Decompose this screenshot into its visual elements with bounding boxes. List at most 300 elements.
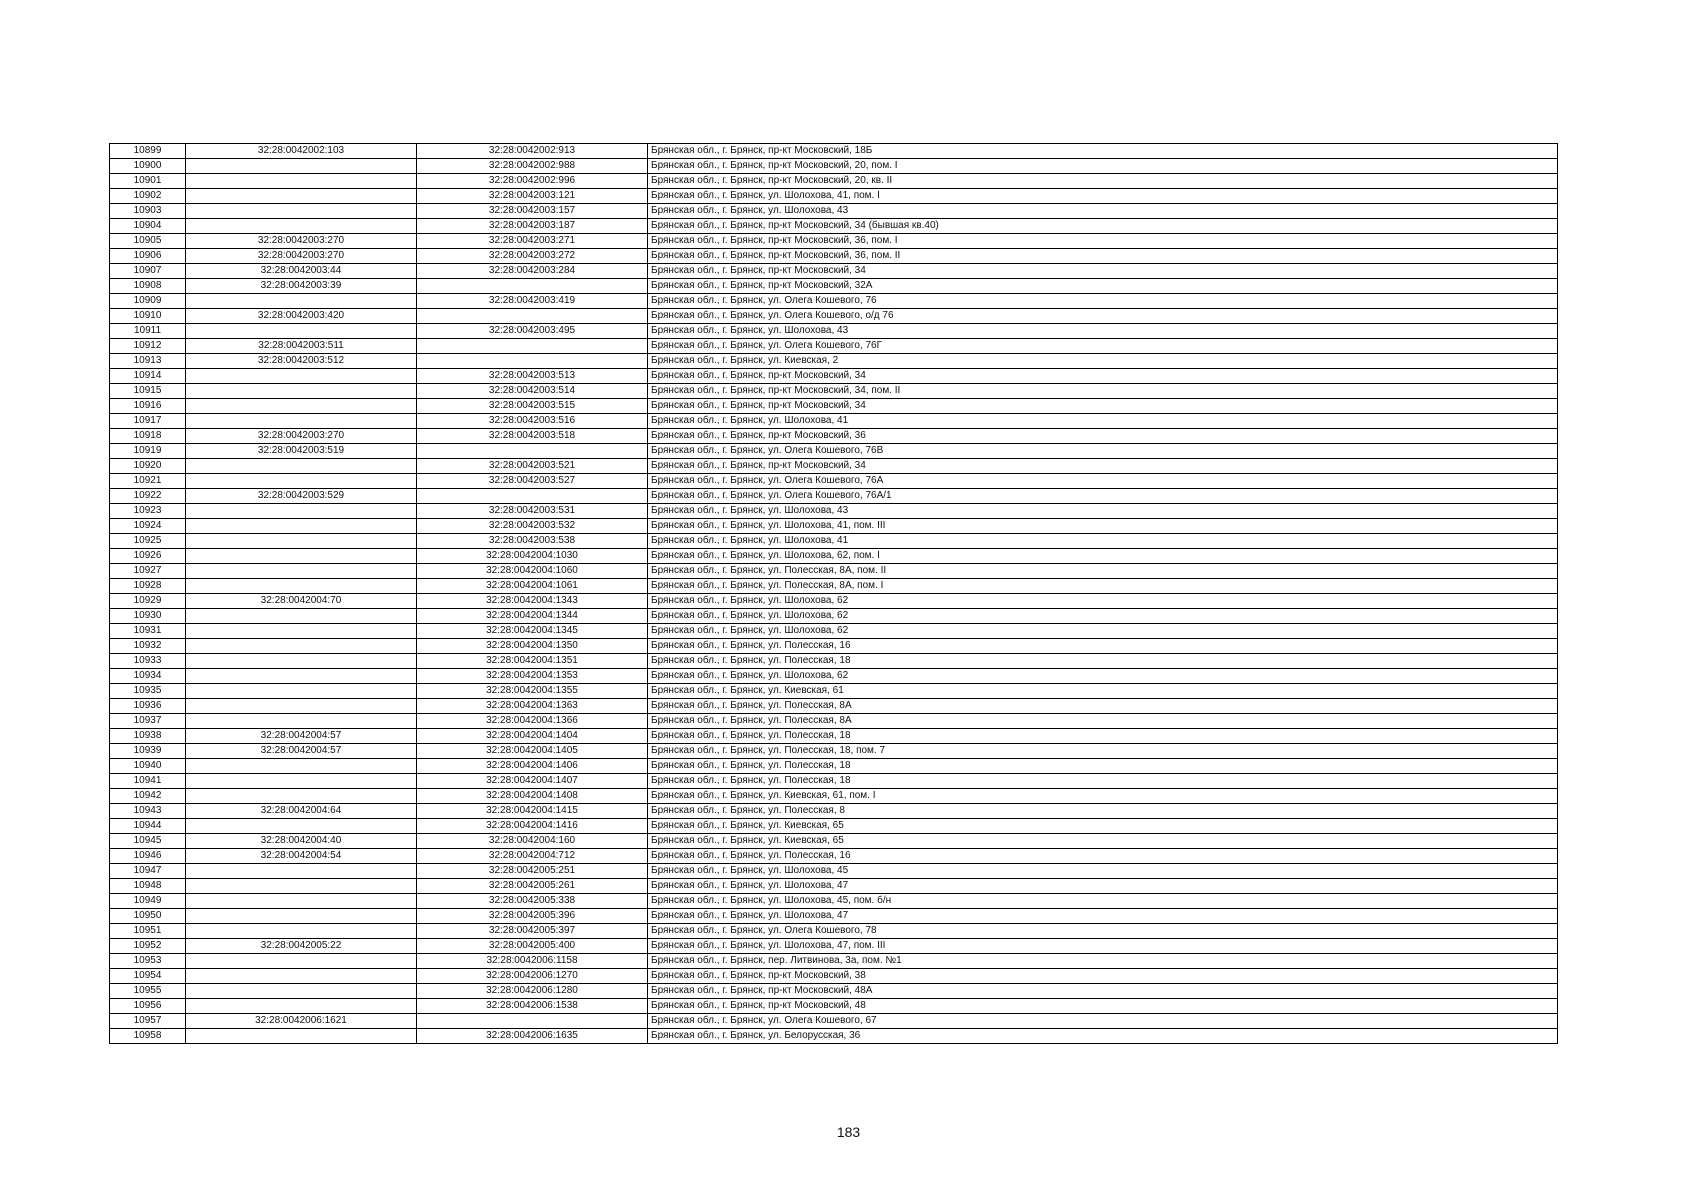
row-number-cell: 10917 (110, 414, 186, 429)
address-cell: Брянская обл., г. Брянск, ул. Полесская, 18 (648, 759, 1558, 774)
cadastral-number-cell: 32:28:0042003:531 (417, 504, 648, 519)
address-cell: Брянская обл., г. Брянск, ул. Полесская, 18 (648, 654, 1558, 669)
address-cell: Брянская обл., г. Брянск, ул. Олега Кошевого, 76В (648, 444, 1558, 459)
row-number-cell: 10914 (110, 369, 186, 384)
address-cell: Брянская обл., г. Брянск, ул. Полесская, 18 (648, 774, 1558, 789)
parent-cadastral-number-cell: 32:28:0042003:270 (186, 249, 417, 264)
cadastral-number-cell: 32:28:0042004:1060 (417, 564, 648, 579)
row-number-cell: 10909 (110, 294, 186, 309)
row-number-cell: 10932 (110, 639, 186, 654)
address-cell: Брянская обл., г. Брянск, ул. Шолохова, 43 (648, 324, 1558, 339)
address-cell: Брянская обл., г. Брянск, пр-кт Московский, 20, пом. I (648, 159, 1558, 174)
parent-cadastral-number-cell (186, 624, 417, 639)
address-cell: Брянская обл., г. Брянск, ул. Полесская, 18, пом. 7 (648, 744, 1558, 759)
address-cell: Брянская обл., г. Брянск, пр-кт Московский, 34 (648, 399, 1558, 414)
row-number-cell: 10926 (110, 549, 186, 564)
table-row (110, 699, 1558, 714)
cadastral-number-cell: 32:28:0042002:996 (417, 174, 648, 189)
parent-cadastral-number-cell: 32:28:0042004:57 (186, 729, 417, 744)
table-row (110, 714, 1558, 729)
parent-cadastral-number-cell (186, 414, 417, 429)
row-number-cell: 10913 (110, 354, 186, 369)
table-row (110, 219, 1558, 234)
cadastral-number-cell: 32:28:0042004:1415 (417, 804, 648, 819)
row-number-cell: 10938 (110, 729, 186, 744)
row-number-cell: 10928 (110, 579, 186, 594)
address-cell: Брянская обл., г. Брянск, пр-кт Московский, 34 (648, 264, 1558, 279)
parent-cadastral-number-cell: 32:28:0042004:64 (186, 804, 417, 819)
row-number-cell: 10934 (110, 669, 186, 684)
row-number-cell: 10950 (110, 909, 186, 924)
table-row (110, 954, 1558, 969)
address-cell: Брянская обл., г. Брянск, пр-кт Московский, 48 (648, 999, 1558, 1014)
table-row (110, 324, 1558, 339)
row-number-cell: 10907 (110, 264, 186, 279)
address-cell: Брянская обл., г. Брянск, ул. Киевская, 65 (648, 834, 1558, 849)
address-cell: Брянская обл., г. Брянск, ул. Шолохова, 62 (648, 594, 1558, 609)
cadastral-number-cell: 32:28:0042004:1404 (417, 729, 648, 744)
parent-cadastral-number-cell: 32:28:0042003:39 (186, 279, 417, 294)
address-cell: Брянская обл., г. Брянск, ул. Белорусская, 36 (648, 1029, 1558, 1044)
table-row (110, 294, 1558, 309)
parent-cadastral-number-cell (186, 399, 417, 414)
parent-cadastral-number-cell (186, 774, 417, 789)
parent-cadastral-number-cell (186, 699, 417, 714)
cadastral-number-cell: 32:28:0042005:261 (417, 879, 648, 894)
address-cell: Брянская обл., г. Брянск, ул. Киевская, 2 (648, 354, 1558, 369)
address-cell: Брянская обл., г. Брянск, пр-кт Московский, 34 (бывшая кв.40) (648, 219, 1558, 234)
table-row (110, 774, 1558, 789)
parent-cadastral-number-cell: 32:28:0042005:22 (186, 939, 417, 954)
parent-cadastral-number-cell (186, 519, 417, 534)
table-row (110, 579, 1558, 594)
parent-cadastral-number-cell (186, 159, 417, 174)
table-row (110, 864, 1558, 879)
row-number-cell: 10902 (110, 189, 186, 204)
parent-cadastral-number-cell (186, 324, 417, 339)
row-number-cell: 10905 (110, 234, 186, 249)
row-number-cell: 10958 (110, 1029, 186, 1044)
table-row (110, 519, 1558, 534)
cadastral-number-cell: 32:28:0042004:1416 (417, 819, 648, 834)
cadastral-number-cell: 32:28:0042004:1405 (417, 744, 648, 759)
cadastral-number-cell (417, 444, 648, 459)
row-number-cell: 10912 (110, 339, 186, 354)
address-cell: Брянская обл., г. Брянск, ул. Киевская, 61 (648, 684, 1558, 699)
cadastral-number-cell: 32:28:0042003:515 (417, 399, 648, 414)
address-cell: Брянская обл., г. Брянск, ул. Шолохова, 45, пом. б/н (648, 894, 1558, 909)
address-cell: Брянская обл., г. Брянск, ул. Шолохова, 43 (648, 204, 1558, 219)
row-number-cell: 10946 (110, 849, 186, 864)
table-row (110, 894, 1558, 909)
cadastral-number-cell: 32:28:0042003:516 (417, 414, 648, 429)
address-cell: Брянская обл., г. Брянск, ул. Олега Кошевого, 78 (648, 924, 1558, 939)
parent-cadastral-number-cell (186, 684, 417, 699)
table-row (110, 1029, 1558, 1044)
address-cell: Брянская обл., г. Брянск, ул. Полесская, 8А, пом. II (648, 564, 1558, 579)
cadastral-number-cell: 32:28:0042006:1538 (417, 999, 648, 1014)
row-number-cell: 10931 (110, 624, 186, 639)
cadastral-number-cell (417, 354, 648, 369)
table-row (110, 429, 1558, 444)
row-number-cell: 10927 (110, 564, 186, 579)
table-row (110, 489, 1558, 504)
address-cell: Брянская обл., г. Брянск, ул. Шолохова, 62 (648, 669, 1558, 684)
cadastral-number-cell: 32:28:0042004:1363 (417, 699, 648, 714)
parent-cadastral-number-cell (186, 384, 417, 399)
address-cell: Брянская обл., г. Брянск, ул. Шолохова, 62, пом. I (648, 549, 1558, 564)
address-cell: Брянская обл., г. Брянск, ул. Полесская, 8А (648, 714, 1558, 729)
row-number-cell: 10949 (110, 894, 186, 909)
table-row (110, 624, 1558, 639)
cadastral-number-cell: 32:28:0042004:1353 (417, 669, 648, 684)
row-number-cell: 10923 (110, 504, 186, 519)
parent-cadastral-number-cell: 32:28:0042004:57 (186, 744, 417, 759)
address-cell: Брянская обл., г. Брянск, ул. Шолохова, 62 (648, 609, 1558, 624)
parent-cadastral-number-cell (186, 189, 417, 204)
parent-cadastral-number-cell (186, 294, 417, 309)
cadastral-number-cell: 32:28:0042003:527 (417, 474, 648, 489)
row-number-cell: 10953 (110, 954, 186, 969)
parent-cadastral-number-cell (186, 714, 417, 729)
table-row (110, 654, 1558, 669)
table-row (110, 204, 1558, 219)
address-cell: Брянская обл., г. Брянск, ул. Шолохова, 43 (648, 504, 1558, 519)
parent-cadastral-number-cell (186, 219, 417, 234)
parent-cadastral-number-cell (186, 909, 417, 924)
parent-cadastral-number-cell (186, 174, 417, 189)
parent-cadastral-number-cell: 32:28:0042004:40 (186, 834, 417, 849)
address-cell: Брянская обл., г. Брянск, ул. Полесская, 8А (648, 699, 1558, 714)
table-row (110, 159, 1558, 174)
parent-cadastral-number-cell (186, 639, 417, 654)
parent-cadastral-number-cell (186, 864, 417, 879)
cadastral-number-cell: 32:28:0042006:1635 (417, 1029, 648, 1044)
cadastral-number-cell: 32:28:0042004:1030 (417, 549, 648, 564)
cadastral-number-cell: 32:28:0042004:1350 (417, 639, 648, 654)
row-number-cell: 10951 (110, 924, 186, 939)
table-row (110, 459, 1558, 474)
cadastral-number-cell: 32:28:0042003:419 (417, 294, 648, 309)
cadastral-number-cell: 32:28:0042003:495 (417, 324, 648, 339)
row-number-cell: 10930 (110, 609, 186, 624)
address-cell: Брянская обл., г. Брянск, ул. Киевская, 65 (648, 819, 1558, 834)
cadastral-number-cell: 32:28:0042004:1408 (417, 789, 648, 804)
parent-cadastral-number-cell (186, 879, 417, 894)
address-cell: Брянская обл., г. Брянск, ул. Шолохова, 62 (648, 624, 1558, 639)
address-cell: Брянская обл., г. Брянск, пр-кт Московский, 48А (648, 984, 1558, 999)
parent-cadastral-number-cell (186, 459, 417, 474)
address-cell: Брянская обл., г. Брянск, ул. Киевская, 61, пом. I (648, 789, 1558, 804)
table-row (110, 354, 1558, 369)
address-cell: Брянская обл., г. Брянск, пр-кт Московский, 20, кв. II (648, 174, 1558, 189)
row-number-cell: 10939 (110, 744, 186, 759)
table-row (110, 369, 1558, 384)
row-number-cell: 10903 (110, 204, 186, 219)
table-row (110, 279, 1558, 294)
cadastral-number-cell: 32:28:0042004:1355 (417, 684, 648, 699)
row-number-cell: 10916 (110, 399, 186, 414)
table-row (110, 1014, 1558, 1029)
cadastral-number-cell: 32:28:0042006:1280 (417, 984, 648, 999)
row-number-cell: 10918 (110, 429, 186, 444)
address-cell: Брянская обл., г. Брянск, ул. Шолохова, 47 (648, 879, 1558, 894)
address-cell: Брянская обл., г. Брянск, ул. Шолохова, 41, пом. I (648, 189, 1558, 204)
address-cell: Брянская обл., г. Брянск, пр-кт Московский, 34 (648, 369, 1558, 384)
cadastral-number-cell: 32:28:0042004:1366 (417, 714, 648, 729)
address-cell: Брянская обл., г. Брянск, пр-кт Московский, 36, пом. I (648, 234, 1558, 249)
table-row (110, 834, 1558, 849)
cadastral-number-cell: 32:28:0042003:518 (417, 429, 648, 444)
table-row (110, 474, 1558, 489)
table-row (110, 399, 1558, 414)
page-number: 183 (836, 1124, 861, 1140)
cadastral-number-cell: 32:28:0042004:712 (417, 849, 648, 864)
parent-cadastral-number-cell (186, 954, 417, 969)
parent-cadastral-number-cell: 32:28:0042003:420 (186, 309, 417, 324)
parent-cadastral-number-cell (186, 984, 417, 999)
row-number-cell: 10936 (110, 699, 186, 714)
parent-cadastral-number-cell (186, 759, 417, 774)
row-number-cell: 10952 (110, 939, 186, 954)
parent-cadastral-number-cell (186, 579, 417, 594)
table-row (110, 384, 1558, 399)
parent-cadastral-number-cell (186, 969, 417, 984)
cadastral-number-cell (417, 489, 648, 504)
parent-cadastral-number-cell (186, 369, 417, 384)
row-number-cell: 10899 (110, 144, 186, 159)
cadastral-number-cell: 32:28:0042004:1345 (417, 624, 648, 639)
row-number-cell: 10924 (110, 519, 186, 534)
cadastral-number-cell: 32:28:0042003:538 (417, 534, 648, 549)
cadastral-number-cell: 32:28:0042004:1406 (417, 759, 648, 774)
table-row (110, 549, 1558, 564)
parent-cadastral-number-cell (186, 924, 417, 939)
address-cell: Брянская обл., г. Брянск, пр-кт Московский, 34 (648, 459, 1558, 474)
parent-cadastral-number-cell: 32:28:0042004:70 (186, 594, 417, 609)
cadastral-number-cell: 32:28:0042003:532 (417, 519, 648, 534)
table-row (110, 234, 1558, 249)
cadastral-number-cell: 32:28:0042004:1343 (417, 594, 648, 609)
cadastral-number-cell: 32:28:0042003:514 (417, 384, 648, 399)
table-row (110, 924, 1558, 939)
row-number-cell: 10944 (110, 819, 186, 834)
table-row (110, 909, 1558, 924)
address-cell: Брянская обл., г. Брянск, ул. Полесская, 16 (648, 639, 1558, 654)
parent-cadastral-number-cell (186, 534, 417, 549)
address-cell: Брянская обл., г. Брянск, ул. Шолохова, 47, пом. III (648, 939, 1558, 954)
cadastral-number-cell: 32:28:0042003:521 (417, 459, 648, 474)
parent-cadastral-number-cell: 32:28:0042006:1621 (186, 1014, 417, 1029)
cadastral-number-cell: 32:28:0042004:1344 (417, 609, 648, 624)
table-row (110, 594, 1558, 609)
table-row (110, 609, 1558, 624)
table-row (110, 444, 1558, 459)
table-row (110, 534, 1558, 549)
parent-cadastral-number-cell (186, 669, 417, 684)
parent-cadastral-number-cell (186, 999, 417, 1014)
cadastral-number-cell: 32:28:0042003:121 (417, 189, 648, 204)
address-cell: Брянская обл., г. Брянск, ул. Олега Кошевого, 76А/1 (648, 489, 1558, 504)
row-number-cell: 10904 (110, 219, 186, 234)
row-number-cell: 10956 (110, 999, 186, 1014)
parent-cadastral-number-cell (186, 819, 417, 834)
parent-cadastral-number-cell (186, 789, 417, 804)
table-row (110, 969, 1558, 984)
address-cell: Брянская обл., г. Брянск, пер. Литвинова, 3а, пом. №1 (648, 954, 1558, 969)
parent-cadastral-number-cell: 32:28:0042002:103 (186, 144, 417, 159)
table-body (110, 144, 1558, 1044)
row-number-cell: 10922 (110, 489, 186, 504)
cadastral-number-cell: 32:28:0042003:272 (417, 249, 648, 264)
cadastral-number-cell: 32:28:0042005:338 (417, 894, 648, 909)
row-number-cell: 10920 (110, 459, 186, 474)
table-row (110, 309, 1558, 324)
table-row (110, 669, 1558, 684)
row-number-cell: 10910 (110, 309, 186, 324)
parent-cadastral-number-cell (186, 1029, 417, 1044)
table-row (110, 174, 1558, 189)
table-row (110, 789, 1558, 804)
table-row (110, 759, 1558, 774)
row-number-cell: 10935 (110, 684, 186, 699)
cadastral-number-cell: 32:28:0042005:400 (417, 939, 648, 954)
address-cell: Брянская обл., г. Брянск, ул. Шолохова, 41 (648, 414, 1558, 429)
address-cell: Брянская обл., г. Брянск, ул. Олега Кошевого, о/д 76 (648, 309, 1558, 324)
address-cell: Брянская обл., г. Брянск, ул. Полесская, 8 (648, 804, 1558, 819)
cadastral-number-cell: 32:28:0042003:187 (417, 219, 648, 234)
cadastral-number-cell: 32:28:0042006:1270 (417, 969, 648, 984)
parent-cadastral-number-cell (186, 204, 417, 219)
address-cell: Брянская обл., г. Брянск, пр-кт Московский, 32А (648, 279, 1558, 294)
address-cell: Брянская обл., г. Брянск, пр-кт Московский, 36, пом. II (648, 249, 1558, 264)
cadastral-number-cell: 32:28:0042004:160 (417, 834, 648, 849)
table-row (110, 849, 1558, 864)
table-row (110, 999, 1558, 1014)
cadastral-number-cell: 32:28:0042003:271 (417, 234, 648, 249)
table-row (110, 744, 1558, 759)
address-cell: Брянская обл., г. Брянск, пр-кт Московский, 38 (648, 969, 1558, 984)
table-row (110, 504, 1558, 519)
parent-cadastral-number-cell (186, 654, 417, 669)
row-number-cell: 10911 (110, 324, 186, 339)
row-number-cell: 10954 (110, 969, 186, 984)
cadastral-number-cell: 32:28:0042005:397 (417, 924, 648, 939)
cadastral-number-cell: 32:28:0042003:513 (417, 369, 648, 384)
parent-cadastral-number-cell: 32:28:0042003:270 (186, 429, 417, 444)
parent-cadastral-number-cell: 32:28:0042003:519 (186, 444, 417, 459)
table-row (110, 939, 1558, 954)
address-cell: Брянская обл., г. Брянск, ул. Полесская, 8А, пом. I (648, 579, 1558, 594)
parent-cadastral-number-cell (186, 609, 417, 624)
table-row (110, 684, 1558, 699)
table-row (110, 729, 1558, 744)
cadastral-number-cell: 32:28:0042002:988 (417, 159, 648, 174)
cadastral-number-cell: 32:28:0042005:396 (417, 909, 648, 924)
address-cell: Брянская обл., г. Брянск, ул. Полесская, 16 (648, 849, 1558, 864)
cadastral-number-cell: 32:28:0042003:157 (417, 204, 648, 219)
cadastral-number-cell: 32:28:0042004:1407 (417, 774, 648, 789)
table-row (110, 804, 1558, 819)
address-cell: Брянская обл., г. Брянск, ул. Олега Кошевого, 67 (648, 1014, 1558, 1029)
table-row (110, 564, 1558, 579)
address-cell: Брянская обл., г. Брянск, ул. Олега Кошевого, 76 (648, 294, 1558, 309)
parent-cadastral-number-cell (186, 564, 417, 579)
cadastral-number-cell (417, 339, 648, 354)
address-cell: Брянская обл., г. Брянск, пр-кт Московский, 36 (648, 429, 1558, 444)
cadastral-number-cell: 32:28:0042003:284 (417, 264, 648, 279)
row-number-cell: 10947 (110, 864, 186, 879)
row-number-cell: 10929 (110, 594, 186, 609)
cadastral-number-cell: 32:28:0042005:251 (417, 864, 648, 879)
table-row (110, 984, 1558, 999)
row-number-cell: 10901 (110, 174, 186, 189)
parent-cadastral-number-cell: 32:28:0042003:512 (186, 354, 417, 369)
parent-cadastral-number-cell (186, 504, 417, 519)
row-number-cell: 10919 (110, 444, 186, 459)
cadastral-number-cell (417, 1014, 648, 1029)
row-number-cell: 10948 (110, 879, 186, 894)
table-row (110, 414, 1558, 429)
parent-cadastral-number-cell: 32:28:0042003:529 (186, 489, 417, 504)
row-number-cell: 10933 (110, 654, 186, 669)
row-number-cell: 10942 (110, 789, 186, 804)
parent-cadastral-number-cell: 32:28:0042003:44 (186, 264, 417, 279)
parent-cadastral-number-cell (186, 549, 417, 564)
cadastral-number-cell (417, 279, 648, 294)
table-row (110, 264, 1558, 279)
parent-cadastral-number-cell: 32:28:0042004:54 (186, 849, 417, 864)
address-cell: Брянская обл., г. Брянск, ул. Полесская, 18 (648, 729, 1558, 744)
table-row (110, 339, 1558, 354)
parent-cadastral-number-cell: 32:28:0042003:511 (186, 339, 417, 354)
row-number-cell: 10943 (110, 804, 186, 819)
cadastral-number-cell: 32:28:0042006:1158 (417, 954, 648, 969)
row-number-cell: 10908 (110, 279, 186, 294)
cadastral-number-cell: 32:28:0042002:913 (417, 144, 648, 159)
table-row (110, 639, 1558, 654)
row-number-cell: 10937 (110, 714, 186, 729)
address-cell: Брянская обл., г. Брянск, ул. Шолохова, 41, пом. III (648, 519, 1558, 534)
parent-cadastral-number-cell (186, 474, 417, 489)
address-cell: Брянская обл., г. Брянск, ул. Шолохова, 41 (648, 534, 1558, 549)
row-number-cell: 10921 (110, 474, 186, 489)
row-number-cell: 10945 (110, 834, 186, 849)
address-cell: Брянская обл., г. Брянск, ул. Олега Кошевого, 76Г (648, 339, 1558, 354)
row-number-cell: 10941 (110, 774, 186, 789)
address-cell: Брянская обл., г. Брянск, пр-кт Московский, 18Б (648, 144, 1558, 159)
table-row (110, 144, 1558, 159)
row-number-cell: 10906 (110, 249, 186, 264)
row-number-cell: 10900 (110, 159, 186, 174)
row-number-cell: 10915 (110, 384, 186, 399)
property-table (109, 143, 1558, 1044)
table-row (110, 249, 1558, 264)
address-cell: Брянская обл., г. Брянск, пр-кт Московский, 34, пом. II (648, 384, 1558, 399)
table-row (110, 879, 1558, 894)
parent-cadastral-number-cell (186, 894, 417, 909)
parent-cadastral-number-cell: 32:28:0042003:270 (186, 234, 417, 249)
row-number-cell: 10955 (110, 984, 186, 999)
table-row (110, 819, 1558, 834)
address-cell: Брянская обл., г. Брянск, ул. Шолохова, 47 (648, 909, 1558, 924)
cadastral-number-cell: 32:28:0042004:1061 (417, 579, 648, 594)
row-number-cell: 10925 (110, 534, 186, 549)
cadastral-number-cell: 32:28:0042004:1351 (417, 654, 648, 669)
row-number-cell: 10957 (110, 1014, 186, 1029)
address-cell: Брянская обл., г. Брянск, ул. Олега Кошевого, 76А (648, 474, 1558, 489)
table-row (110, 189, 1558, 204)
